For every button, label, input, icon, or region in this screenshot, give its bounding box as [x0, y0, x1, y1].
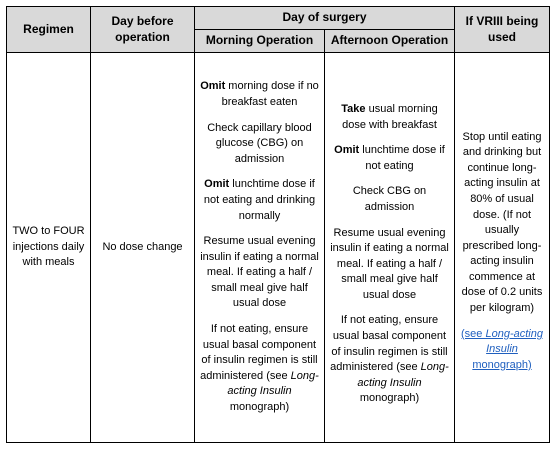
header-day-before: Day before operation: [91, 7, 195, 53]
afternoon-not-eating: [329, 313, 450, 407]
afternoon-p5-italic: Long-acting Insulin: [357, 361, 449, 389]
insulin-regimen-table: [6, 6, 550, 443]
afternoon-resume-evening: Resume usual evening insulin if eating a normal meal. If eating a half / small meal give half usual dose: [330, 226, 449, 301]
afternoon-operation-cell: [325, 53, 455, 443]
morning-p5-post: monograph): [229, 401, 290, 414]
afternoon-p5-pre: If not eating, ensure usual basal component of insulin regimen is still administered (see: [330, 314, 448, 374]
omit-label: Omit: [204, 178, 230, 191]
link-pre[interactable]: (see: [461, 327, 486, 340]
afternoon-p2-text: lunchtime dose if not eating: [359, 144, 445, 172]
day-before-cell: No dose change: [91, 53, 195, 443]
link-post[interactable]: monograph): [472, 358, 532, 371]
afternoon-omit-lunch: [329, 143, 450, 174]
omit-label: Omit: [200, 80, 226, 93]
morning-p5-italic: Long-acting Insulin: [227, 369, 319, 398]
table-row: [7, 53, 550, 443]
header-regimen: Regimen: [7, 7, 91, 53]
vriii-cell: [455, 53, 550, 443]
morning-p3-text: lunchtime dose if not eating and drinking normally: [203, 178, 316, 222]
morning-not-eating: [199, 322, 320, 416]
morning-p1-text: morning dose if no breakfast eaten: [221, 80, 319, 108]
morning-omit-lunch: [199, 177, 320, 224]
long-acting-insulin-link[interactable]: [459, 327, 545, 374]
header-afternoon-operation: Afternoon Operation: [325, 30, 455, 53]
afternoon-take-morning: [329, 102, 450, 133]
afternoon-p5-post: monograph): [359, 392, 420, 405]
morning-check-cbg: Check capillary blood glucose (CBG) on admission: [207, 121, 312, 165]
morning-resume-evening: Resume usual evening insulin if eating a normal meal. If eating a half / small meal give half usual dose: [200, 235, 319, 310]
header-vriii: If VRIII being used: [455, 7, 550, 53]
morning-p5-pre: If not eating, ensure usual basal component of insulin regimen is still administered (see: [200, 323, 318, 382]
regimen-cell: TWO to FOUR injections daily with meals: [7, 53, 91, 443]
morning-operation-cell: [195, 53, 325, 443]
afternoon-p1-text: usual morning dose with breakfast: [342, 102, 438, 131]
take-label: Take: [341, 102, 366, 115]
link-italic[interactable]: Long-acting Insulin: [485, 327, 543, 356]
morning-omit-breakfast: [199, 79, 320, 110]
vriii-instructions: Stop until eating and drinking but continue long-acting insulin at 80% of usual dose. (If not usually prescribed long-acting insulin commence at dose of 0.2 units per kilogram): [461, 130, 543, 315]
header-day-of-surgery: Day of surgery: [195, 7, 455, 30]
omit-label: Omit: [334, 144, 360, 157]
header-morning-operation: Morning Operation: [195, 30, 325, 53]
afternoon-check-cbg: Check CBG on admission: [352, 185, 427, 213]
